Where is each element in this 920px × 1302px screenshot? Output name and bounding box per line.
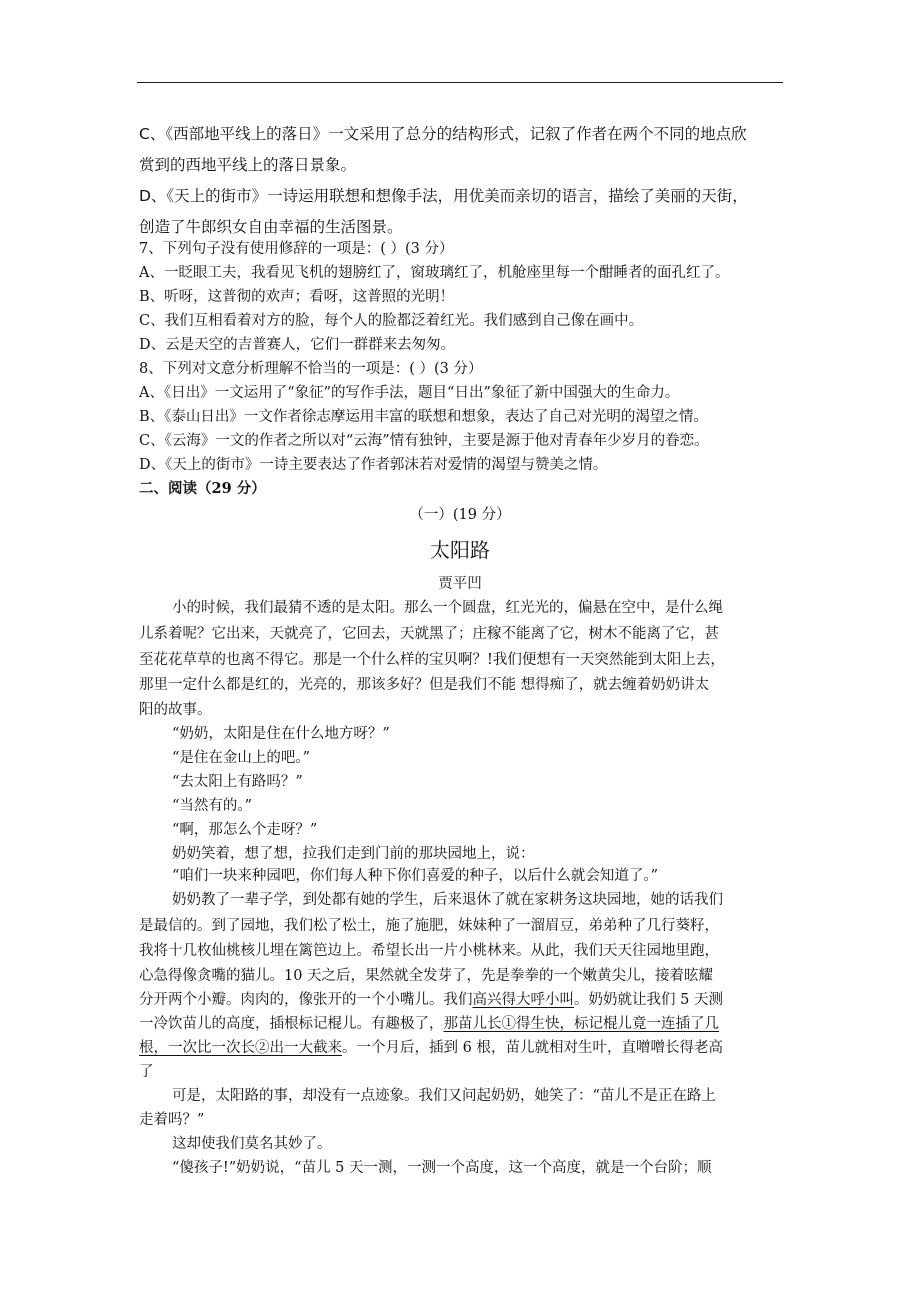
underlined-phrase: 高兴得大呼小叫: [472, 992, 574, 1008]
option-d-line-1: D、《天上的街市》一诗运用联想和想像手法，用优美而亲切的语言，描绘了美丽的天街，: [139, 187, 748, 205]
question-7-option-d: D、云是天空的吉普赛人，它们一群群来去匆匆。: [139, 337, 456, 353]
paragraph-line: 是最信的。到了园地，我们松了松土，施了施肥，妹妹种了一溜眉豆，弟弟种了几行葵籽，: [139, 918, 719, 934]
dialogue-line: “当然有的。”: [172, 798, 253, 814]
text-segment: 。一个月后，插到 6 根，苗儿就相对生叶，直噌噌长得老高: [342, 1040, 723, 1056]
paragraph-line: 奶奶笑着，想了想，拉我们走到门前的那块园地上，说：: [172, 846, 535, 862]
underlined-phrase: 那苗儿长①得生快，标记棍儿竟一连插了几: [443, 1016, 719, 1032]
article-author: 贾平凹: [438, 576, 482, 592]
paragraph-line: 儿系着呢？它出来，天就亮了，它回去，天就黑了；庄稼不能离了它，树木不能离了它，甚: [139, 626, 719, 642]
question-7-option-a: A、一眨眼工夫，我看见飞机的翅膀红了，窗玻璃红了，机舱座里每一个酣睡者的面孔红了。: [139, 265, 730, 281]
paragraph-line: [139, 1038, 723, 1058]
paragraph-line: 小的时候，我们最猜不透的是太阳。那么一个圆盘，红光光的，偏悬在空中，是什么绳: [172, 600, 723, 616]
option-c-line-2: 赏到的西地平线上的落日景象。: [139, 156, 357, 174]
paragraph-line: 那里一定什么都是红的，光亮的，那该多好？但是我们不能 想得痴了，就去缠着奶奶讲太: [139, 677, 710, 693]
question-7: 7、下列句子没有使用修辞的一项是：( ）(3 分）: [139, 241, 454, 257]
paragraph-line: 了: [139, 1064, 154, 1080]
question-8-option-c: C、《云海》一文的作者之所以对“云海”情有独钟，主要是源于他对青春年少岁月的眷恋。: [139, 433, 709, 449]
question-8-option-a: A、《日出》一文运用了“象征”的写作手法，题目“日出”象征了新中国强大的生命力。: [139, 385, 680, 401]
dialogue-line: “咱们一块来种园吧，你们每人种下你们喜爱的种子，以后什么就会知道了。”: [172, 868, 659, 884]
question-8-option-b: B、《泰山日出》一文作者徐志摩运用丰富的联想和想象，表达了自己对光明的渴望之情。: [139, 409, 708, 425]
paragraph-line: “傻孩子!”奶奶说，“苗儿 5 天一测，一测一个高度，这一个高度，就是一个台阶；顺: [172, 1160, 712, 1176]
question-8: 8、下列对文意分析理解不恰当的一项是：( ）(3 分）: [139, 361, 483, 377]
header-rule: [137, 82, 783, 83]
paragraph-line: 至花花草草的也离不得它。那是一个什么样的宝贝啊？!我们便想有一天突然能到太阳上去，: [139, 652, 725, 668]
question-8-option-d: D、《天上的街市》一诗主要表达了作者郭沫若对爱情的渴望与赞美之情。: [139, 457, 608, 473]
paragraph-line: 我将十几枚仙桃核儿埋在篱笆边上。希望长出一片小桃林来。从此，我们天天往园地里跑，: [139, 943, 719, 959]
dialogue-line: “奶奶，太阳是住在什么地方呀？”: [172, 726, 390, 742]
section-heading: 二、阅读（29 分）: [139, 480, 266, 497]
text-segment: 一冷饮苗儿的高度，插根标记棍儿。有趣极了，: [139, 1016, 444, 1032]
paragraph-line: 阳的故事。: [139, 702, 212, 718]
subsection-heading: （一）(19 分）: [409, 507, 511, 523]
dialogue-line: “去太阳上有路吗？”: [172, 774, 303, 790]
question-7-option-c: C、我们互相看着对方的脸，每个人的脸都泛着红光。我们感到自己像在画中。: [139, 313, 644, 329]
paragraph-line: 可是，太阳路的事，却没有一点迹象。我们又问起奶奶，她笑了：“苗儿不是正在路上: [172, 1088, 716, 1104]
paragraph-line: 走着吗？”: [139, 1112, 205, 1128]
option-d-line-2: 创造了牛郎织女自由幸福的生活图景。: [139, 218, 403, 236]
dialogue-line: “是住在金山上的吧。”: [172, 750, 311, 766]
paragraph-line: 心急得像贪嘴的猫儿。10 天之后，果然就全发芽了，先是拳拳的一个嫩黄尖儿，接着昡耀: [139, 968, 714, 984]
paragraph-line: 奶奶教了一辈子学，到处都有她的学生，后来退休了就在家耕务这块园地，她的话我们: [172, 892, 723, 908]
paragraph-line: [139, 1014, 719, 1034]
option-c-line-1: C、《西部地平线上的落日》一文采用了总分的结构形式，记叙了作者在两个不同的地点欣: [139, 125, 747, 143]
article-title: 太阳路: [430, 538, 490, 562]
dialogue-line: “啊，那怎么个走呀？”: [172, 822, 318, 838]
underlined-phrase: 根，一次比一次长②出一大截来: [139, 1040, 342, 1056]
paragraph-line: [139, 990, 723, 1010]
question-7-option-b: B、听呀，这普彻的欢声；看呀，这普照的光明！: [139, 289, 455, 305]
paragraph-line: 这却使我们莫名其妙了。: [172, 1136, 332, 1152]
text-segment: 。奶奶就让我们 5 天测: [574, 992, 723, 1008]
text-segment: 分开两个小瓣。肉肉的，像张开的一个小嘴儿。我们: [139, 992, 473, 1008]
